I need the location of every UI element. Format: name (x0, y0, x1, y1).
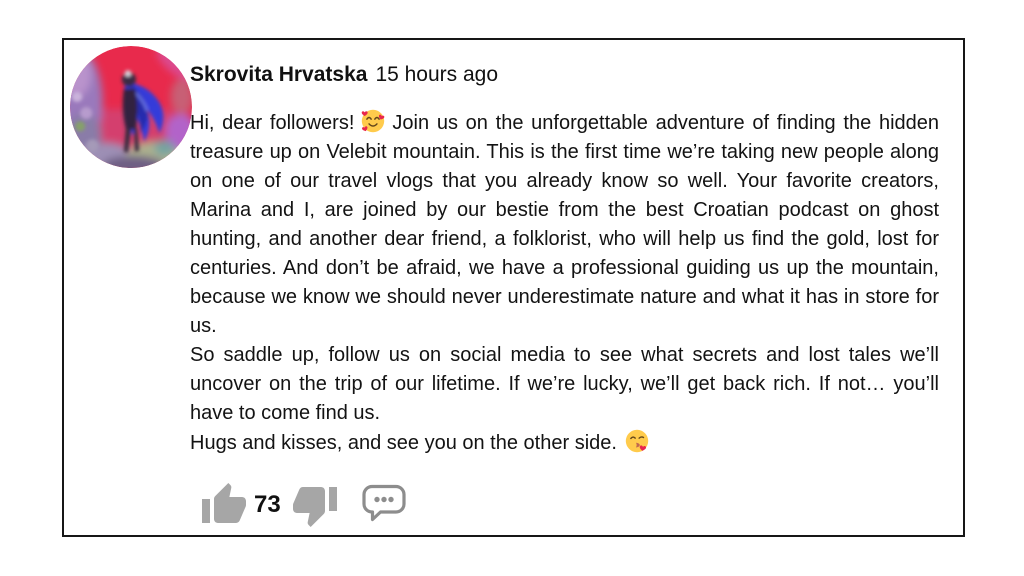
comment-content (190, 62, 939, 527)
timestamp: 15 hours ago (375, 63, 499, 86)
comment-paragraph-2: So saddle up, follow us on social media to see what secrets and lost tales we’ll uncover on the trip of our lifetime. If we’re lucky, we’ll get back rich. If not… you’ll have to come find us. (190, 344, 939, 424)
thumbs-up-icon (200, 481, 248, 529)
thumbs-down-icon (291, 481, 339, 529)
reply-button[interactable] (359, 482, 409, 528)
comment-paragraph-1 (190, 108, 939, 341)
like-button[interactable] (200, 481, 248, 529)
action-bar (190, 478, 409, 532)
comment-paragraph-3 (190, 428, 939, 458)
comment-body (190, 108, 939, 458)
comment-card (62, 38, 965, 537)
avatar[interactable] (70, 46, 192, 168)
dislike-button[interactable] (291, 481, 339, 529)
like-count: 73 (254, 491, 281, 518)
comment-text: Hugs and kisses, and see you on the other side. (190, 432, 617, 454)
comment-header (190, 62, 939, 88)
face-blowing-kiss-emoji (624, 428, 650, 454)
avatar-image (70, 46, 192, 168)
smiling-face-with-hearts-emoji (360, 108, 386, 134)
author-name[interactable]: Skrovita Hrvatska (190, 63, 368, 86)
comment-text: Join us on the unforgettable adventure of finding the hidden treasure up on Velebit mountain. This is the first time we’re taking new people along on one of our travel vlogs that you already know so well. Your favorite creators, Marina and I, are joined by our bestie from the best Croatian podcast on ghost hunting, and another dear friend, a folklorist, who will help us find the gold, lost for centuries. And don’t be afraid, we have a professional guiding us up the mountain, because we know we should never underestimate nature and what it has in store for us. (190, 112, 940, 337)
comment-text: Hi, dear followers! (190, 112, 355, 134)
comment-bubble-icon (359, 482, 409, 528)
